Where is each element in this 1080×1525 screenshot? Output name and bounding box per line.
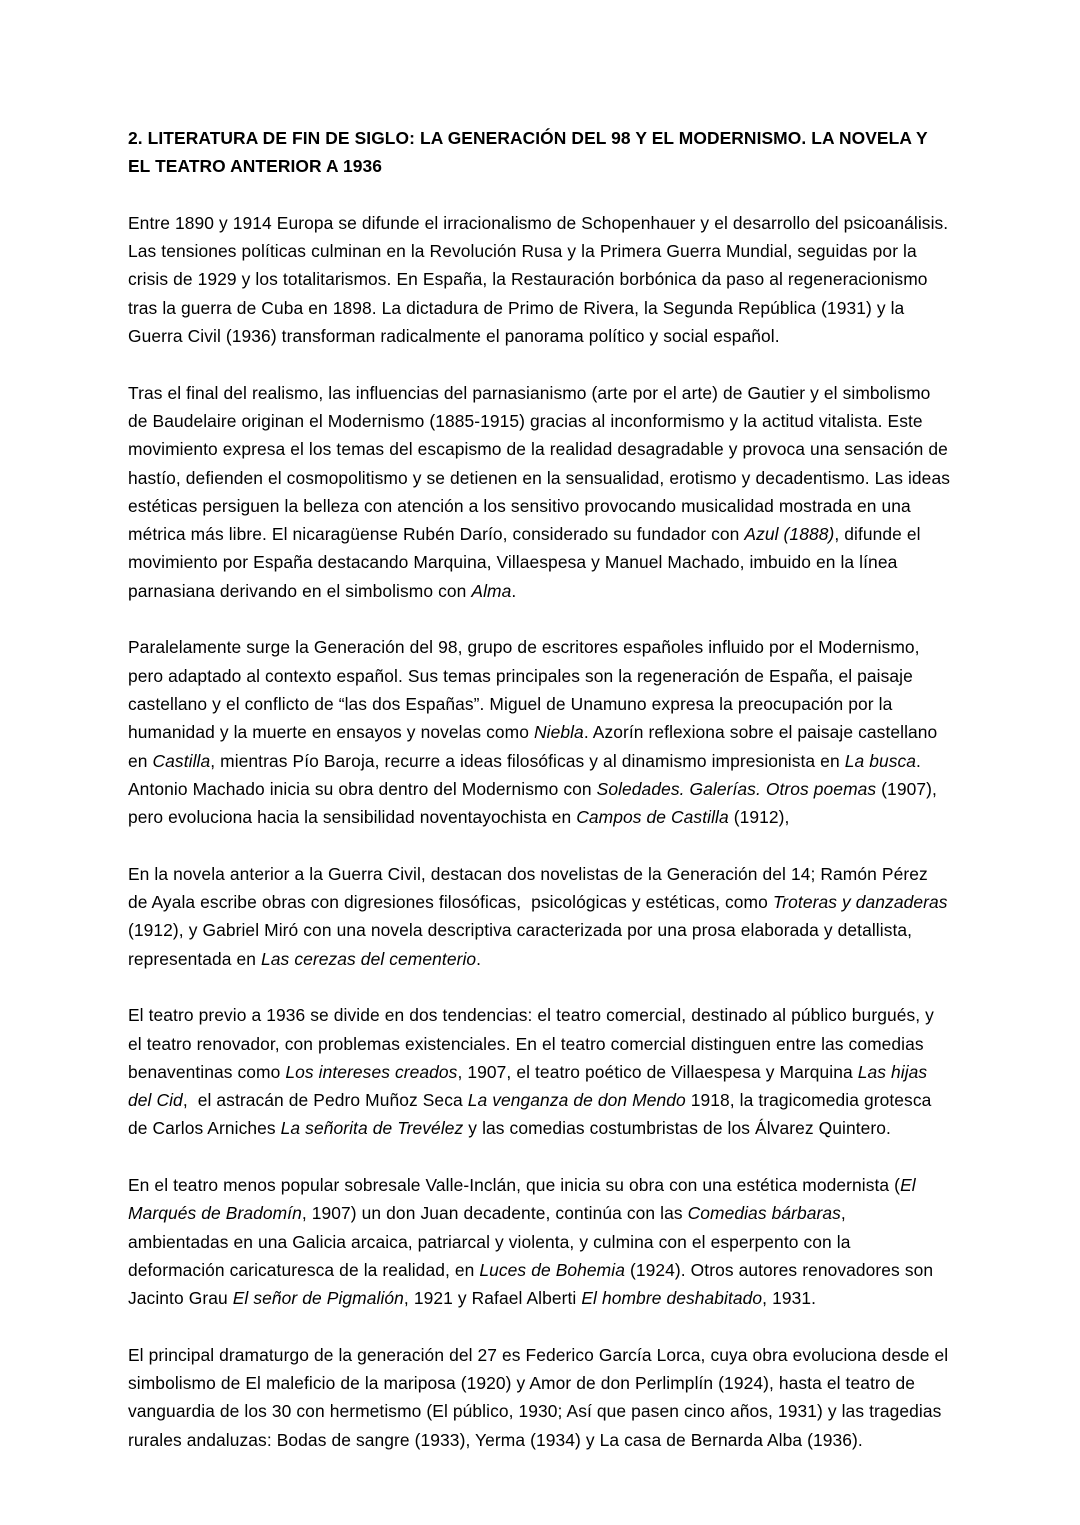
text-run: 1918, la tragicomedia grotesca de Carlos Arniches [128,1090,937,1139]
p-teatro-comercial [128,1001,950,1142]
text-run: y las comedias costumbristas de los Álvarez Quintero. [463,1118,891,1139]
work-title: Las hijas del Cid [128,1061,933,1111]
text-run: , el astracán de Pedro Muñoz Seca [182,1090,468,1111]
text-run: . [476,948,482,969]
text-run: , 1907, el teatro poético de Villaespesa y Marquina [457,1061,858,1082]
work-title: Campos de Castilla [576,807,729,828]
text-run: . Antonio Machado inicia su obra dentro del Modernismo con [128,750,925,799]
text-run: . [511,580,517,601]
work-title: Comedias bárbaras [687,1203,841,1224]
work-title: La venganza de don Mendo [467,1090,686,1111]
text-run: , 1921 y Rafael Alberti [403,1288,582,1309]
text-run: Entre 1890 y 1914 Europa se difunde el irracionalismo de Schopenhauer y el desarrollo del psicoanálisis. Las tensiones políticas culminan en la Revolución Rusa y la Primera Guerra Mundial, seguidas por la crisis de 1929 y los totalitarismos. En España, la Restauración borbónica da paso al regeneracionismo tras la guerra de Cuba en 1898. La dictadura de Primo de Rivera, la Segunda República (1931) y la Guerra Civil (1936) transforman radicalmente el panorama político y social español. [128,212,954,347]
work-title: La busca [844,750,917,771]
p-generacion-98 [128,633,950,831]
text-run: , mientras Pío Baroja, recurre a ideas filosóficas y al dinamismo impresionista en [210,750,845,771]
text-run: , ambientadas en una Galicia arcaica, patriarcal y violenta, y culmina con el esperpento con la deformación caricaturesca de la realidad, en [128,1203,856,1280]
text-run: Tras el final del realismo, las influencias del parnasianismo (arte por el arte) de Gautier y el simbolismo de Baudelaire originan el Modernismo (1885-1915) gracias al inconformismo y la actitud vitalista. Este movimiento expresa el los temas del escapismo de la realidad desagradable y provoca una sensación de hastío, defienden el cosmopolitismo y se detienen en la sensualidad, erotismo y decadentismo. Las ideas estéticas persiguen la belleza con atención a los sensitivo provocando musicalidad mostrada en una métrica más libre. El nicaragüense Rubén Darío, considerado su fundador con [128,382,955,545]
work-title: La señorita de Trevélez [280,1118,464,1139]
p-contexto-historico [128,209,954,350]
text-run: (1924). Otros autores renovadores son Jacinto Grau [128,1259,939,1309]
text-run: , 1931. [762,1288,817,1309]
text-run: (1912), y Gabriel Miró con una novela descriptiva caracterizada por una prosa elaborada y detallista, representada en [128,892,953,969]
work-title: Castilla [152,750,211,771]
work-title: Luces de Bohemia [479,1259,625,1280]
work-title: Troteras y danzaderas [772,892,948,913]
work-title: Niebla [533,722,584,743]
work-title: Azul (1888) [744,524,835,545]
text-run: El teatro previo a 1936 se divide en dos tendencias: el teatro comercial, destinado al público burgués, y el teatro renovador, con problemas existenciales. En el teatro comercial distinguen entre las comedias benaventinas como [128,1005,939,1082]
text-run: En el teatro menos popular sobresale Valle-Inclán, que inicia su obra con una estética modernista ( [128,1174,901,1195]
text-run: En la novela anterior a la Guerra Civil, destacan dos novelistas de la Generación del 14; Ramón Pérez de Ayala escribe obras con digresiones filosóficas, psicológicas y estéticas, como [128,863,933,913]
work-title: El hombre deshabitado [581,1288,763,1309]
work-title: El Marqués de Bradomín [128,1174,921,1224]
p-novela-generacion-14 [128,860,953,973]
work-title: El señor de Pigmalión [232,1288,404,1309]
text-run: Paralelamente surge la Generación del 98, grupo de escritores españoles influido por el Modernismo, pero adaptado al contexto español. Sus temas principales son la regeneración de España, el paisaje castellano y el conflicto de “las dos Españas”. Miguel de Unamuno expresa la preocupación por la humanidad y la muerte en ensayos y novelas como [128,637,925,743]
text-run: El principal dramaturgo de la generación del 27 es Federico García Lorca, cuya obra evoluciona desde el simbolismo de El maleficio de la mariposa (1920) y Amor de don Perlimplín (1924), hasta el teatro de vanguardia de los 30 con hermetismo (El público, 1930; Así que pasen cinco años, 1931) y las tragedias rurales andaluzas: Bodas de sangre (1933), Yerma (1934) y La casa de Bernarda Alba (1936). [128,1344,954,1450]
p-garcia-lorca [128,1341,954,1454]
p-valle-inclan [128,1171,950,1312]
text-run: , difunde el movimiento por España destacando Marquina, Villaespesa y Manuel Machado, imbuido en la línea parnasiana derivando en el simbolismo con [128,524,926,601]
paragraph-list [128,209,955,1454]
work-title: Las cerezas del cementerio [261,948,477,969]
text-run: (1912), [728,807,790,828]
work-title: Alma [471,580,512,601]
text-run: . Azorín reflexiona sobre el paisaje castellano en [128,722,943,771]
text-run: , 1907) un don Juan decadente, continúa con las [301,1203,688,1224]
text-run: (1907), pero evoluciona hacia la sensibilidad noventayochista en [128,778,942,828]
p-modernismo [128,379,955,605]
document-body [128,124,955,1454]
work-title: Soledades. Galerías. Otros poemas [596,778,877,799]
work-title: Los intereses creados [285,1061,458,1082]
document-heading: 2. LITERATURA DE FIN DE SIGLO: LA GENERACIÓN DEL 98 Y EL MODERNISMO. LA NOVELA Y EL TEATRO ANTERIOR A 1936 [128,128,933,177]
